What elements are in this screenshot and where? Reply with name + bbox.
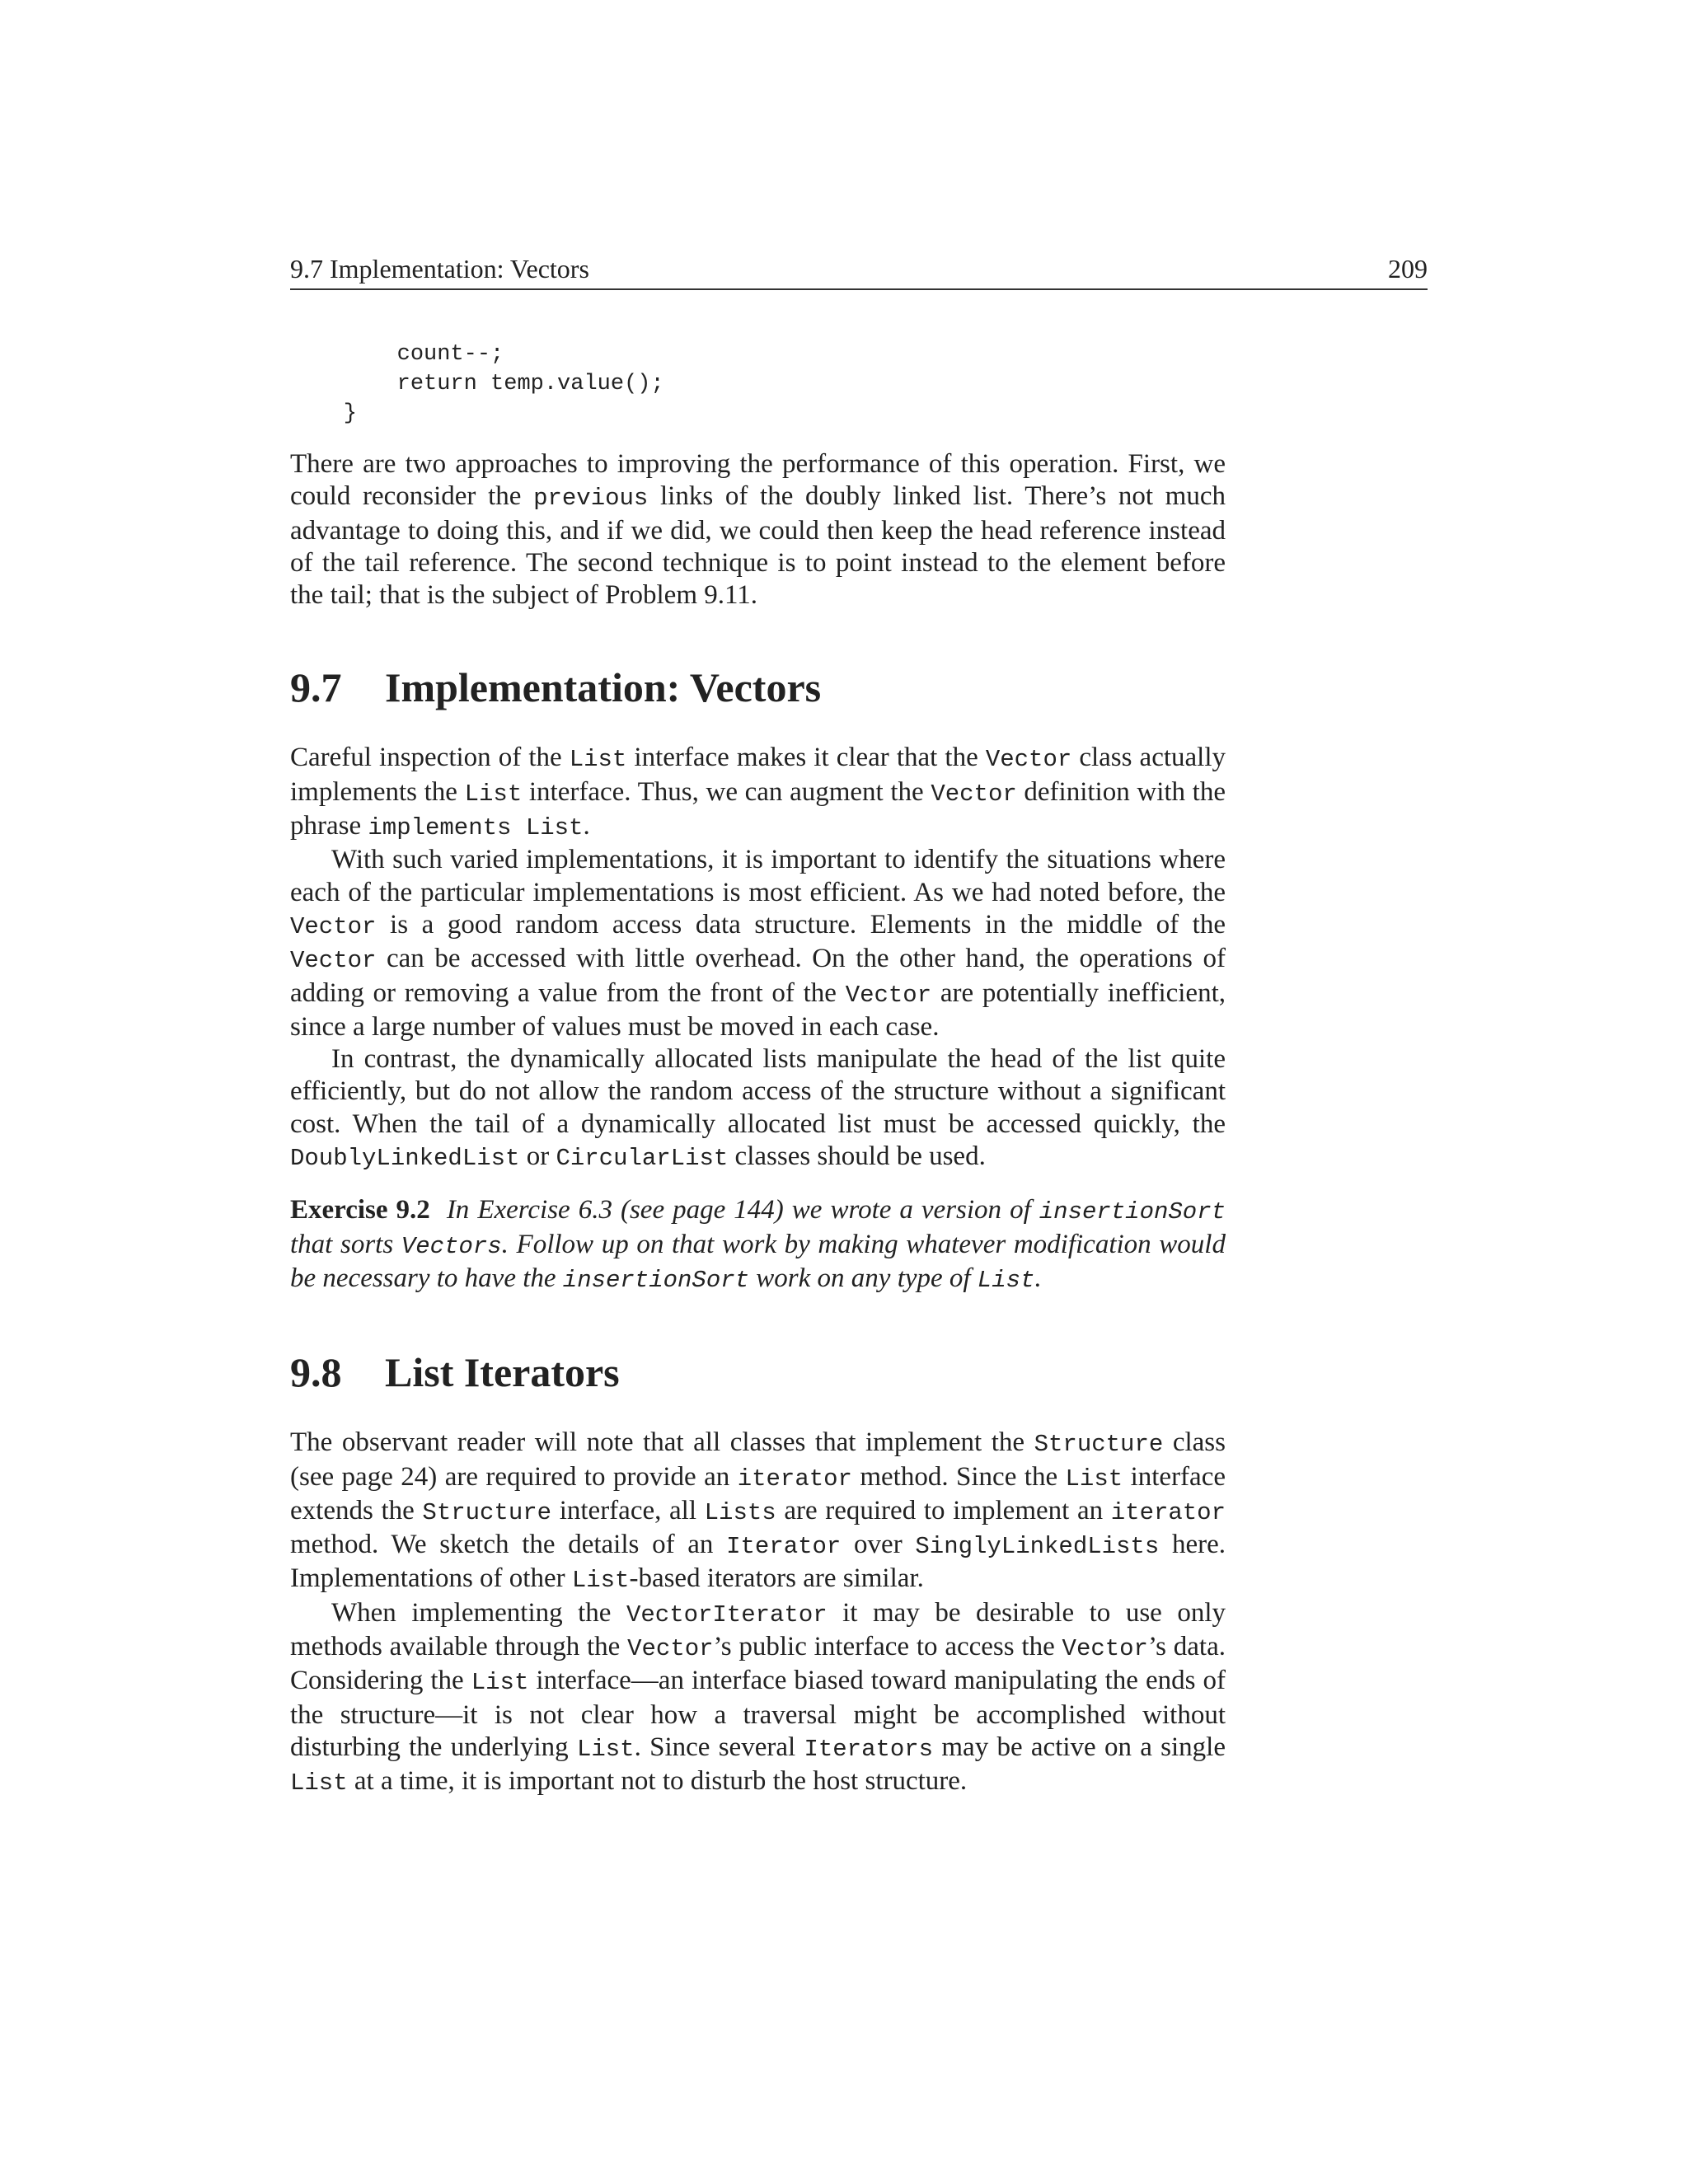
text-run: . bbox=[583, 811, 590, 841]
paragraph bbox=[290, 844, 1226, 1043]
text-run: over bbox=[841, 1530, 916, 1560]
text-run: may be active on a single bbox=[933, 1732, 1226, 1762]
section-title: Implementation: Vectors bbox=[385, 664, 822, 711]
inline-code: List bbox=[571, 1567, 630, 1595]
text-run: interface makes it clear that the bbox=[626, 743, 986, 773]
inline-code: Vector bbox=[1062, 1635, 1148, 1663]
page-body bbox=[290, 340, 1226, 1800]
text-run: When implementing the bbox=[331, 1597, 626, 1628]
text-run: links of the doubly linked list. There’s not much advantage to doing this, and if we did, we could then keep the head reference instead of the tail reference. The second technique is to point instead to the element before the tail; that is the subject of Problem 9.11. bbox=[290, 481, 1226, 611]
code-block bbox=[290, 340, 1226, 429]
inline-code: VectorIterator bbox=[626, 1601, 828, 1629]
text-run: class (see page 24) are required to provide an bbox=[290, 1427, 1226, 1492]
code-line: return temp.value(); bbox=[290, 372, 664, 396]
text-run: here. Implementations of other bbox=[290, 1530, 1226, 1594]
text-run: interface—an interface biased toward manipulating the ends of the structure—it is not clear how a traversal might be accomplished without disturbing the underlying bbox=[290, 1666, 1226, 1762]
section-number: 9.8 bbox=[290, 1349, 342, 1396]
text-run: interface, all bbox=[551, 1495, 705, 1526]
inline-code: Vectors bbox=[401, 1232, 502, 1260]
inline-code: Vector bbox=[845, 981, 932, 1009]
text-run: . Follow up on that work by making whatever modification would be necessary to have the bbox=[290, 1229, 1226, 1293]
text-run: With such varied implementations, it is important to identify the situations where each of the particular implementations is most efficient. As we had noted before, the bbox=[290, 845, 1226, 907]
text-run: it may be desirable to use only methods available through the bbox=[290, 1597, 1226, 1662]
inline-code: implements List bbox=[368, 814, 584, 842]
inline-code: List bbox=[290, 1769, 348, 1797]
inline-code: iterator bbox=[1110, 1498, 1226, 1526]
text-run: There are two approaches to improving the performance of this operation. First, we could reconsider the bbox=[290, 449, 1226, 512]
section-heading-9-7 bbox=[290, 664, 1226, 710]
paragraph-intro bbox=[290, 448, 1226, 612]
inline-code: CircularList bbox=[556, 1145, 729, 1173]
inline-code: Lists bbox=[704, 1498, 776, 1526]
section-title: List Iterators bbox=[385, 1349, 620, 1396]
inline-code: Vector bbox=[290, 912, 377, 940]
text-run: ’s data. Considering the bbox=[290, 1632, 1226, 1696]
inline-code: List bbox=[977, 1266, 1035, 1294]
text-run: . Since several bbox=[634, 1732, 804, 1762]
section-heading-9-8 bbox=[290, 1349, 1226, 1395]
text-run: class actually implements the bbox=[290, 743, 1226, 807]
exercise-9-2 bbox=[290, 1194, 1226, 1296]
inline-code: Structure bbox=[1034, 1431, 1164, 1459]
text-run: can be accessed with little overhead. On the other hand, the operations of adding or removing a value from the front of the bbox=[290, 944, 1226, 1008]
text-run: In contrast, the dynamically allocated lists manipulate the head of the list quite efficiently, but do not allow the random access of the structure without a significant cost. When the tail of a dynamically allocated list must be accessed quickly, the bbox=[290, 1044, 1226, 1139]
text-run: at a time, it is important not to disturb the host structure. bbox=[347, 1766, 968, 1797]
text-run: is a good random access data structure. Elements in the middle of the bbox=[376, 909, 1226, 940]
paragraph bbox=[290, 1427, 1226, 1596]
text-run: Careful inspection of the bbox=[290, 743, 570, 773]
text-run: definition with the phrase bbox=[290, 776, 1226, 841]
code-line: count--; bbox=[290, 342, 504, 367]
page-number: 209 bbox=[1388, 254, 1428, 284]
exercise-label: Exercise 9.2 bbox=[290, 1195, 430, 1226]
inline-code: Vector bbox=[985, 746, 1072, 774]
inline-code: Vector bbox=[931, 780, 1017, 808]
text-run: interface. Thus, we can augment the bbox=[522, 776, 931, 807]
text-run: or bbox=[519, 1141, 556, 1172]
inline-code: DoublyLinkedList bbox=[290, 1145, 520, 1173]
inline-code: previous bbox=[533, 485, 649, 513]
running-title: 9.7 Implementation: Vectors bbox=[290, 254, 589, 284]
inline-code: List bbox=[576, 1735, 635, 1763]
text-run: . bbox=[1034, 1263, 1042, 1293]
section-number: 9.7 bbox=[290, 664, 342, 711]
inline-code: insertionSort bbox=[1039, 1198, 1226, 1226]
text-run: method. We sketch the details of an bbox=[290, 1530, 727, 1560]
inline-code: SinglyLinkedLists bbox=[915, 1533, 1160, 1561]
paragraph bbox=[290, 742, 1226, 844]
text-run: that sorts bbox=[290, 1229, 401, 1259]
inline-code: insertionSort bbox=[562, 1266, 750, 1294]
text-run: -based iterators are similar. bbox=[629, 1563, 924, 1594]
text-run: The observant reader will note that all classes that implement the bbox=[290, 1427, 1034, 1458]
inline-code: List bbox=[471, 1669, 529, 1697]
text-run: interface extends the bbox=[290, 1461, 1226, 1526]
inline-code: List bbox=[464, 780, 523, 808]
code-line: } bbox=[290, 401, 358, 426]
paragraph bbox=[290, 1597, 1226, 1800]
paragraph bbox=[290, 1043, 1226, 1174]
text-run: ’s public interface to access the bbox=[713, 1632, 1062, 1662]
inline-code: List bbox=[569, 746, 627, 774]
inline-code: List bbox=[1065, 1465, 1123, 1493]
text-run: are potentially inefficient, since a large number of values must be moved in each case. bbox=[290, 977, 1226, 1042]
text-run: work on any type of bbox=[749, 1263, 978, 1293]
inline-code: Vector bbox=[290, 947, 377, 975]
inline-code: Iterators bbox=[804, 1735, 934, 1763]
text-run: In Exercise 6.3 (see page 144) we wrote a version of bbox=[446, 1195, 1039, 1226]
inline-code: Structure bbox=[422, 1498, 552, 1526]
exercise-body bbox=[290, 1195, 1226, 1293]
text-run: are required to implement an bbox=[776, 1495, 1111, 1526]
inline-code: iterator bbox=[737, 1465, 852, 1493]
inline-code: Iterator bbox=[726, 1533, 842, 1561]
text-run: classes should be used. bbox=[728, 1141, 986, 1172]
inline-code: Vector bbox=[627, 1635, 714, 1663]
text-run: method. Since the bbox=[851, 1461, 1066, 1492]
running-header bbox=[290, 252, 1428, 290]
